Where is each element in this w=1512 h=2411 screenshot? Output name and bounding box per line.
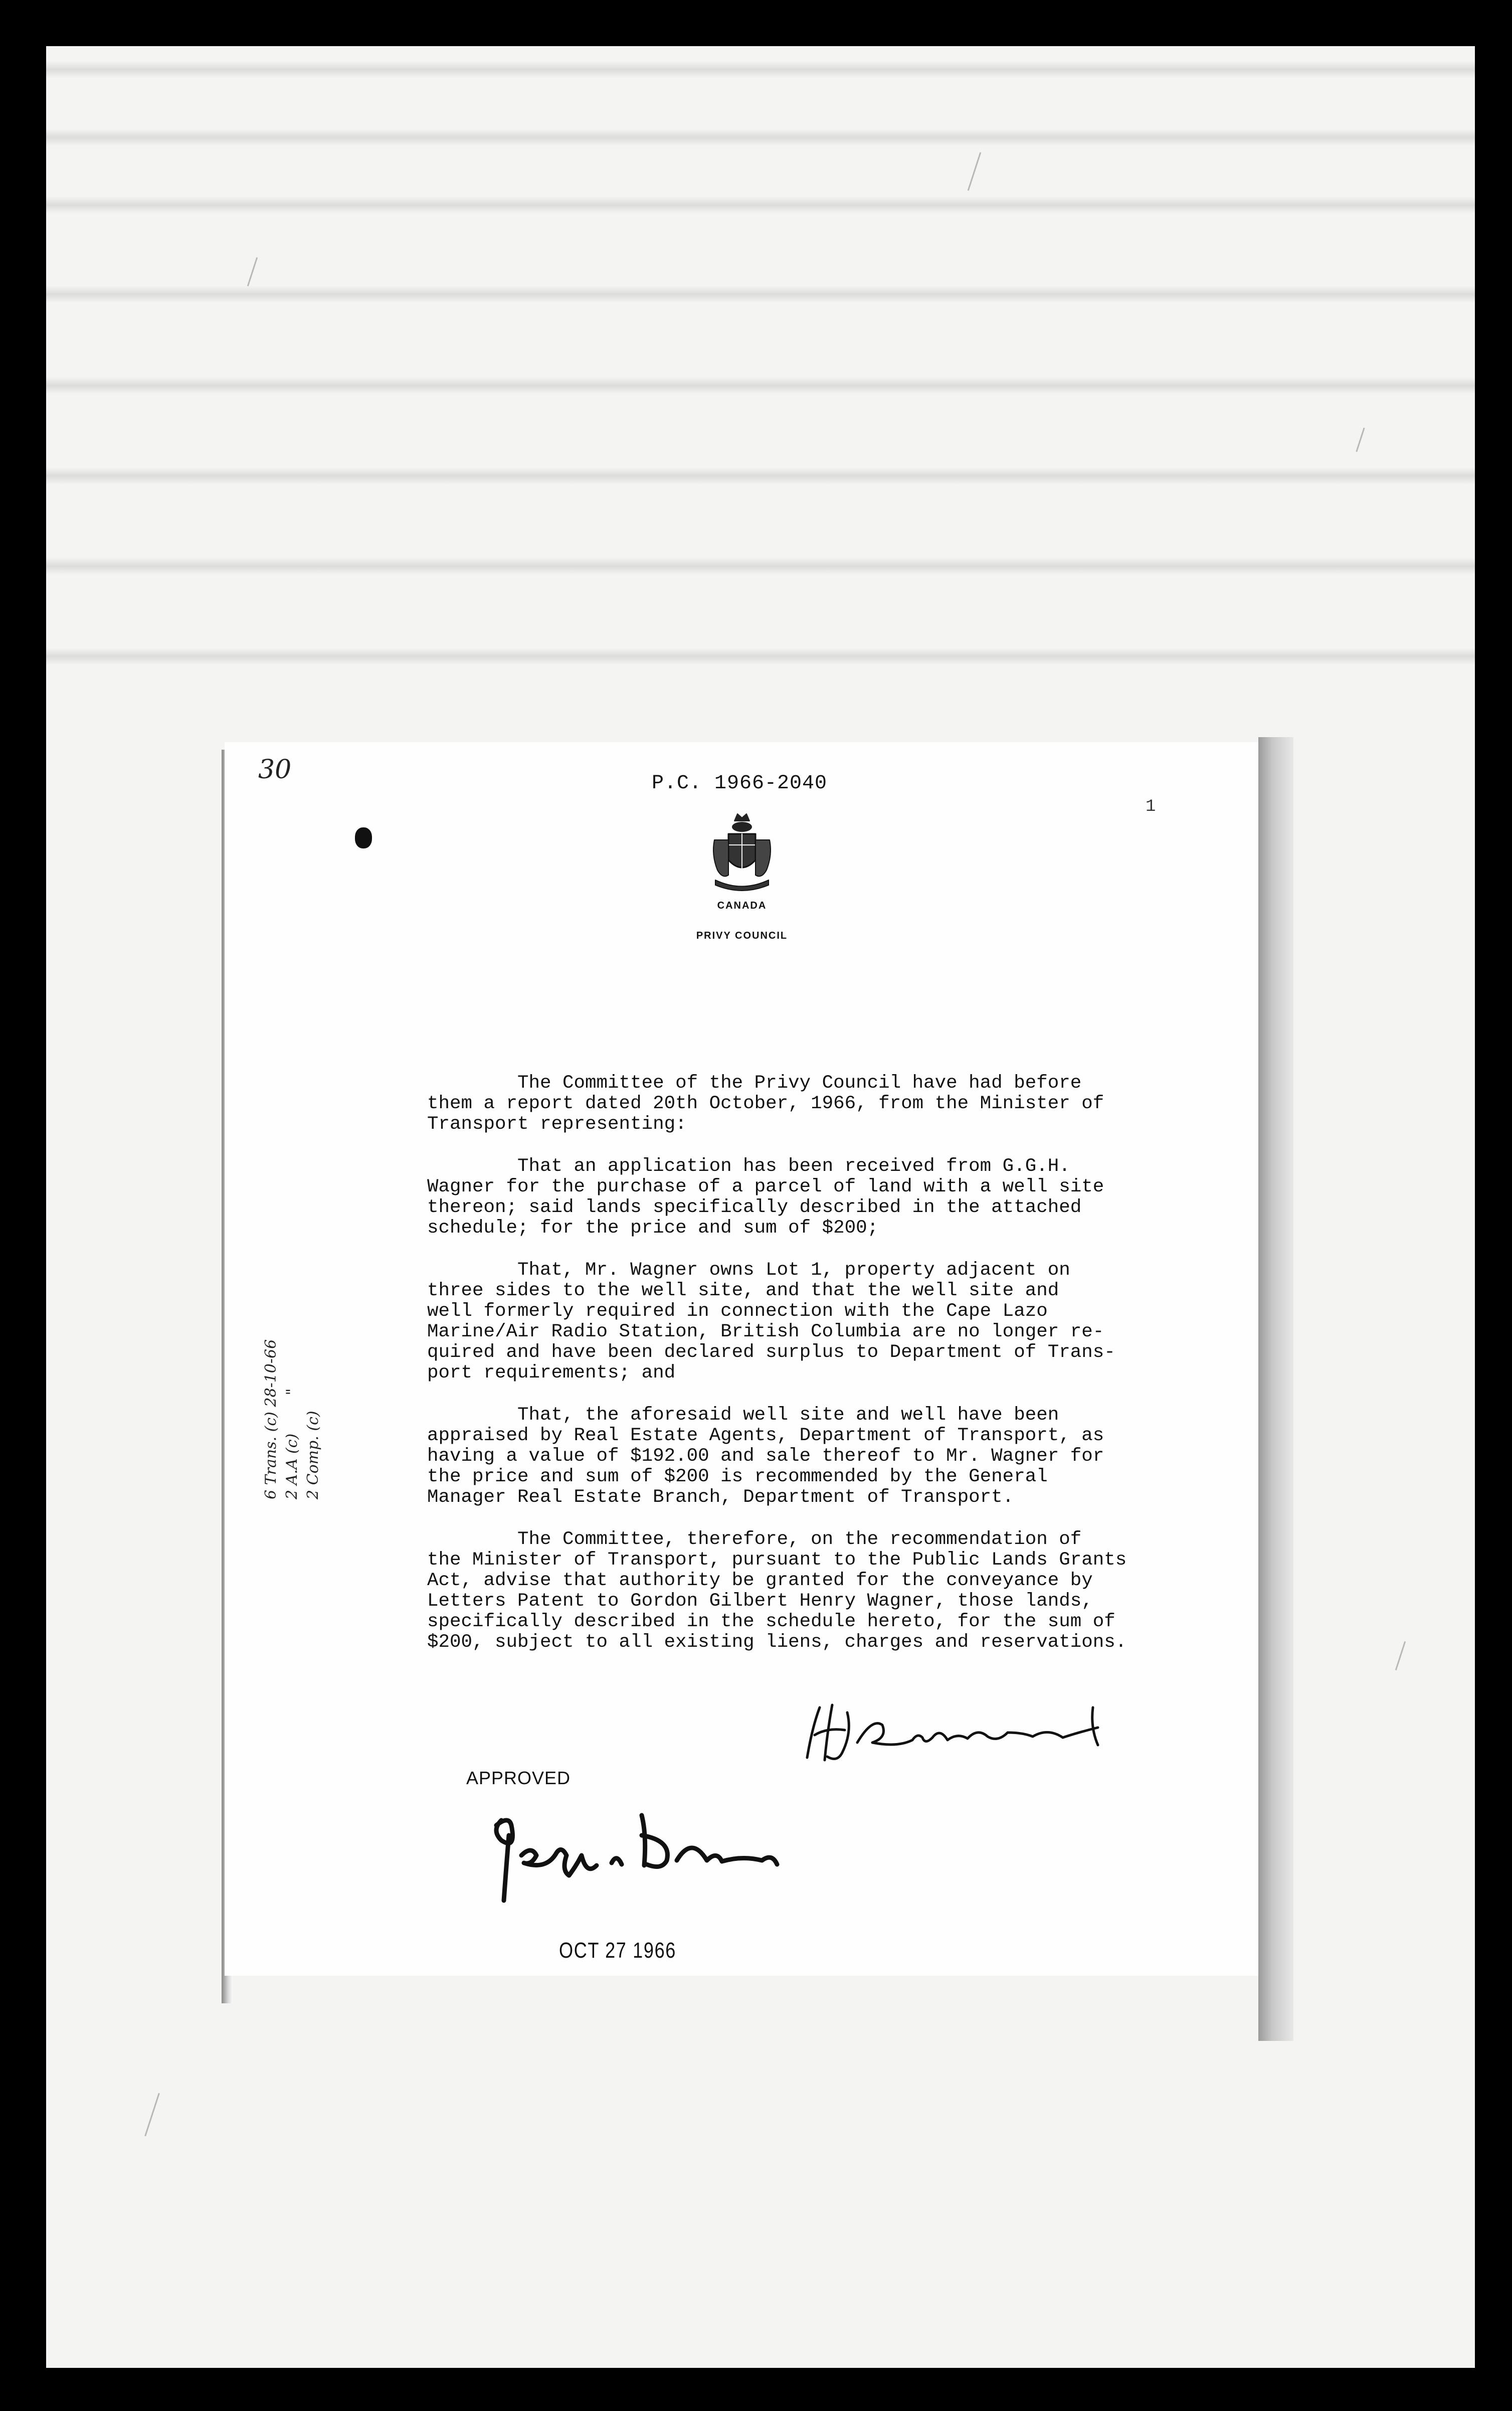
film-scratch [144, 2093, 160, 2137]
margin-note: 6 Trans. (c) 28-10-66 [262, 1339, 280, 1499]
approval-date-stamp: OCT 27 1966 [559, 1938, 676, 1963]
paragraph: That an application has been received from G.G.H. Wagner for the purchase of a parcel of land with a well site thereon; said lands specifically described in the attached schedule; for the price and sum of $200; [427, 1156, 1104, 1239]
governor-signature [481, 1805, 792, 1906]
margin-note: 2 Comp. (c) [304, 1411, 322, 1499]
scan-band [46, 648, 1475, 665]
scan-band [46, 61, 1475, 78]
country-label: CANADA [717, 900, 767, 911]
paragraph: The Committee of the Privy Council have had before them a report dated 20th October, 1966, from the Minister of Transport representing: [427, 1073, 1104, 1135]
paragraph: The Committee, therefore, on the recommendation of the Minister of Transport, pursuant to the Public Lands Grants Act, advise that authority be granted for the conveyance by Letters Patent to Gordon Gilbert Henry Wagner, those lands, specifically described in the schedule hereto, for the sum of $200, subject to all existing liens, charges and reservations. [427, 1529, 1127, 1653]
clerk-signature [797, 1697, 1118, 1768]
order-body [427, 1073, 1179, 1674]
film-scratch [968, 152, 982, 191]
council-label: PRIVY COUNCIL [696, 930, 788, 941]
page-mark: 1 [1146, 797, 1156, 816]
paragraph: That, Mr. Wagner owns Lot 1, property adjacent on three sides to the well site, and that the well site and well formerly required in connection with the Cape Lazo Marine/Air Radio Station, British Columbia are no longer re- quired and have been declared surplus to Department of Trans- port requirements; and [427, 1260, 1115, 1384]
distribution-notes [261, 1239, 381, 1499]
coat-of-arms-icon [704, 810, 780, 895]
approved-label: APPROVED [466, 1768, 571, 1788]
film-scratch [247, 257, 258, 286]
film-scratch [1356, 428, 1365, 452]
order-number: P.C. 1966-2040 [652, 772, 828, 795]
margin-note: 2 A.A (c) " [283, 1388, 301, 1499]
scan-band [46, 197, 1475, 214]
punch-hole [355, 827, 372, 848]
page-number: 30 [258, 755, 292, 785]
sheet-edge [1258, 737, 1293, 2041]
film-scratch [1395, 1641, 1406, 1670]
scan-band [46, 129, 1475, 146]
scan-band [46, 377, 1475, 394]
paragraph: That, the aforesaid well site and well have been appraised by Real Estate Agents, Department of Transport, as having a value of $192.00 and sale thereof to Mr. Wagner for the price and sum of $200 is recommended by the General Manager Real Estate Branch, Department of Transport. [427, 1405, 1104, 1508]
scan-band [46, 467, 1475, 484]
scan-band [46, 558, 1475, 575]
scan-band [46, 286, 1475, 303]
